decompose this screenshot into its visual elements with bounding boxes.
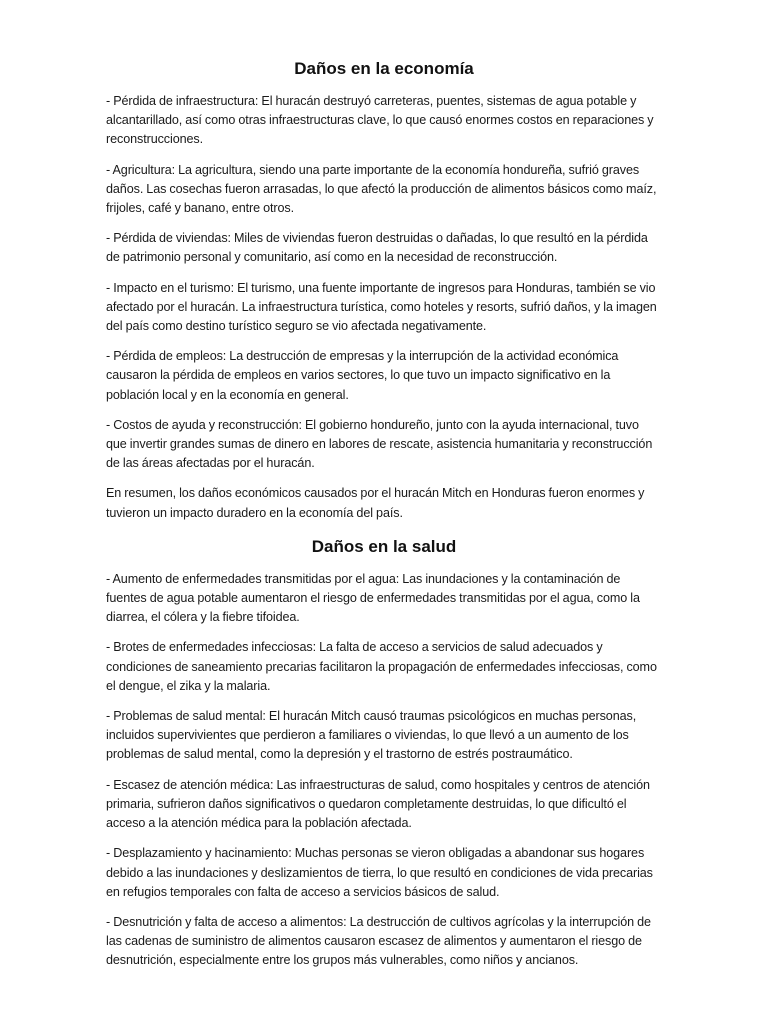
paragraph-infrastructure-loss: - Pérdida de infraestructura: El huracán destruyó carreteras, puentes, sistemas de agua potable y alcantarillado, así como otras infraestructuras clave, lo que causó enormes costos en reparaciones y reconstrucciones. [106,94,654,147]
paragraph-displacement: - Desplazamiento y hacinamiento: Muchas personas se vieron obligadas a abandonar sus hogares debido a las inundaciones y deslizamientos de tierra, lo que resultó en condiciones de vida precarias en refugios temporales con falta de acceso a servicios básicos de salud. [106,846,653,899]
paragraph-medical-care-shortage: - Escasez de atención médica: Las infraestructuras de salud, como hospitales y centros de atención primaria, sufrieron daños significativos o quedaron completamente destruidas, lo que dificultó el acceso a la atención médica para la población afectada. [106,777,650,831]
paragraph-housing-loss: - Pérdida de viviendas: Miles de viviendas fueron destruidas o dañadas, lo que resultó en la pérdida de patrimonio personal y comunitario, así como en la necesidad de reconstrucción. [106,231,648,265]
paragraph-aid-costs: - Costos de ayuda y reconstrucción: El gobierno hondureño, junto con la ayuda internacional, tuvo que invertir grandes sumas de dinero en labores de rescate, asistencia humanitaria y reconstrucción de las áreas afectadas por el huracán. [106,417,653,471]
paragraph-agriculture: - Agricultura: La agricultura, siendo una parte importante de la economía hondureña, sufrió graves daños. Las cosechas fueron arrasadas, lo que afectó la producción de alimentos básicos como maíz, frijoles, café y banano, entre otros. [106,162,657,216]
paragraph-mental-health: - Problemas de salud mental: El huracán Mitch causó traumas psicológicos en muchas personas, incluidos supervivientes que perdieron a familiares o viviendas, lo que llevó a un aumento de los problemas de salud mental, como la depresión y el trastorno de estrés postraumático. [106,709,637,762]
paragraph-job-loss: - Pérdida de empleos: La destrucción de empresas y la interrupción de la actividad económica causaron la pérdida de empleos en varios sectores, lo que tuvo un impacto significativo en la población local y en la economía en general. [106,349,619,402]
section-heading-health: Daños en la salud [311,536,457,556]
paragraph-tourism-impact: - Impacto en el turismo: El turismo, una fuente importante de ingresos para Honduras, también se vio afectado por el huracán. La infraestructura turística, como hoteles y resorts, sufrió daños, y la imagen del país como destino turístico seguro se vio afectada negativamente. [106,280,657,334]
section-heading-economy: Daños en la economía [294,59,474,78]
paragraph-infectious-outbreaks: - Brotes de enfermedades infecciosas: La falta de acceso a servicios de salud adecuados y condiciones de saneamiento precarias facilitaron la propagación de enfermedades infecciosas, como el dengue, el zika y la malaria. [106,640,657,693]
section-economy [106,56,662,523]
document-page [106,56,662,982]
section-health [106,534,662,971]
paragraph-economy-summary: En resumen, los daños económicos causados por el huracán Mitch en Honduras fueron enormes y tuvieron un impacto duradero en la economía del país. [106,486,645,520]
paragraph-malnutrition: - Desnutrición y falta de acceso a alimentos: La destrucción de cultivos agrícolas y la interrupción de las cadenas de suministro de alimentos causaron escasez de alimentos y aumentaron el riesgo de desnutrición, especialmente entre los grupos más vulnerables, como niños y ancianos. [106,914,651,968]
paragraph-waterborne-diseases: - Aumento de enfermedades transmitidas por el agua: Las inundaciones y la contaminación de fuentes de agua potable aumentaron el riesgo de enfermedades transmitidas por el agua, como la diarrea, el cólera y la fiebre tifoidea. [106,571,640,625]
